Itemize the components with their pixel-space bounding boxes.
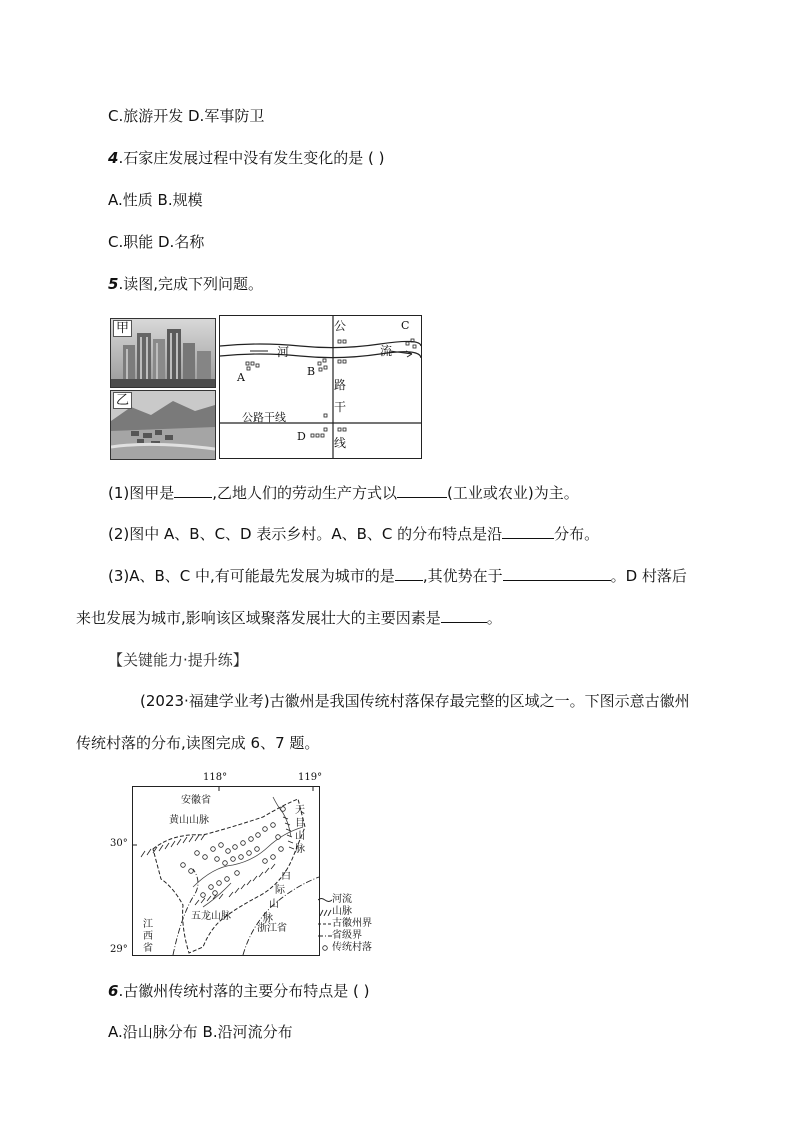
mountain-tianmu-char-4: 脉: [295, 844, 305, 855]
q4-number: 4: [108, 149, 119, 167]
legend-province-border-label: 省级界: [332, 930, 362, 941]
legend-river: [318, 894, 406, 906]
river-char-1: 河: [277, 345, 290, 359]
photo-yi: [110, 390, 216, 460]
province-jiangxi-char-3: 省: [143, 943, 153, 954]
village-a-label: A: [237, 371, 245, 384]
q5-sub2-text-b: 分布。: [554, 525, 600, 543]
village-b-label: B: [307, 365, 316, 378]
q5-sub2: [108, 524, 599, 544]
river-legend-icon: [318, 896, 332, 904]
intro-line-1: (2023·福建学业考)古徽州是我国传统村落保存最完整的区域之一。下图示意古徽州: [140, 692, 690, 710]
q6-number: 6: [108, 982, 119, 1000]
answer-blank[interactable]: [397, 483, 447, 498]
q5-sub3-line2-text-b: 。: [486, 609, 502, 627]
province-jiangxi-char-1: 江: [143, 919, 153, 930]
legend-province-border: [318, 930, 406, 942]
province-anhui-label: 安徽省: [181, 795, 211, 806]
q5-stem: [108, 274, 263, 294]
q5-sub3-line2-text-a: 来也发展为城市,影响该区域聚落发展壮大的主要因素是: [76, 609, 441, 627]
huizhou-map-frame: [132, 786, 320, 956]
q4-stem-text: .石家庄发展过程中没有发生变化的是 ( ): [118, 149, 385, 167]
huizhou-border-legend-icon: [318, 920, 332, 928]
intro-line-2: 传统村落的分布,读图完成 6、7 题。: [76, 734, 320, 752]
q4-options-cd: C.职能 D.名称: [108, 233, 205, 251]
village-legend-icon: [318, 944, 332, 952]
province-zhejiang-label: 浙江省: [257, 923, 287, 934]
q5-sub3: [108, 566, 687, 586]
mountain-tianmu-char-2: 目: [295, 818, 305, 829]
answer-blank[interactable]: [441, 608, 487, 623]
photo-jia-label: 甲: [113, 320, 132, 337]
answer-blank[interactable]: [395, 566, 423, 581]
q6-stem-text: .古徽州传统村落的主要分布特点是 ( ): [118, 982, 370, 1000]
mountain-wulong-label: 五龙山脉: [191, 911, 231, 922]
mountain-huangshan-label: 黄山山脉: [169, 815, 209, 826]
lon-label-119: 119°: [298, 772, 323, 783]
mountain-tianmu-char-3: 山: [295, 831, 305, 842]
q5-number: 5: [108, 275, 119, 293]
photo-yi-label: 乙: [113, 392, 132, 409]
section-title: 【关键能力·提升练】: [108, 651, 248, 669]
huizhou-map: [108, 768, 408, 960]
legend-village-label: 传统村落: [332, 942, 372, 953]
road-char-4: 线: [334, 436, 347, 450]
q5-sub1: [108, 483, 579, 503]
lon-label-118: 118°: [203, 772, 228, 783]
q5-sub3-text-a: (3)A、B、C 中,有可能最先发展为城市的是: [108, 567, 395, 585]
legend-mountain-label: 山脉: [332, 906, 352, 917]
lat-label-30: 30°: [110, 838, 128, 849]
road-char-3: 干: [334, 400, 347, 414]
river-char-2: 流: [380, 344, 393, 358]
mountain-baiji-char-3: 山: [269, 899, 279, 910]
q4-options-ab: A.性质 B.规模: [108, 191, 203, 209]
mountain-baiji-char-2: 际: [275, 885, 285, 896]
mountain-legend-icon: [318, 908, 332, 916]
answer-blank[interactable]: [502, 524, 554, 539]
province-border-legend-icon: [318, 932, 332, 940]
q5-sub1-text-c: (工业或农业)为主。: [447, 484, 579, 502]
q5-sub2-text-a: (2)图中 A、B、C、D 表示乡村。A、B、C 的分布特点是沿: [108, 525, 503, 543]
mountain-baiji-char-4: 脉: [263, 913, 273, 924]
q5-stem-text: .读图,完成下列问题。: [118, 275, 263, 293]
settlement-schematic-map: [219, 315, 422, 459]
q4-stem: [108, 148, 384, 168]
mountain-baiji-char-1: 白: [281, 871, 291, 882]
q3-options-cd: C.旅游开发 D.军事防卫: [108, 107, 265, 125]
q6-options-ab: A.沿山脉分布 B.沿河流分布: [108, 1023, 293, 1041]
q5-sub1-text-b: ,乙地人们的劳动生产方式以: [212, 484, 398, 502]
legend-mountain: [318, 906, 406, 918]
q6-stem: [108, 981, 369, 1001]
answer-blank[interactable]: [174, 483, 212, 498]
legend-huizhou-border-label: 古徽州界: [332, 918, 372, 929]
village-c-label: C: [401, 319, 410, 332]
q5-sub3-text-c: 。D 村落后: [610, 567, 687, 585]
mountain-tianmu-char-1: 天: [295, 805, 305, 816]
q5-sub1-text-a: (1)图甲是: [108, 484, 175, 502]
legend-river-label: 河流: [332, 894, 352, 905]
legend-village: [318, 942, 406, 954]
q5-sub3-line2: [76, 608, 502, 628]
road-char-1: 公: [334, 319, 347, 333]
huizhou-map-drawing: [133, 787, 319, 955]
schematic-lines: [220, 316, 421, 458]
photo-jia: [110, 318, 216, 388]
q5-sub3-text-b: ,其优势在于: [422, 567, 503, 585]
answer-blank[interactable]: [503, 566, 611, 581]
road-horizontal-label: 公路干线: [242, 411, 286, 424]
province-jiangxi-char-2: 西: [143, 931, 153, 942]
map-legend: [318, 894, 406, 954]
lat-label-29: 29°: [110, 944, 128, 955]
village-d-label: D: [297, 430, 306, 443]
road-char-2: 路: [334, 378, 347, 392]
legend-huizhou-border: [318, 918, 406, 930]
